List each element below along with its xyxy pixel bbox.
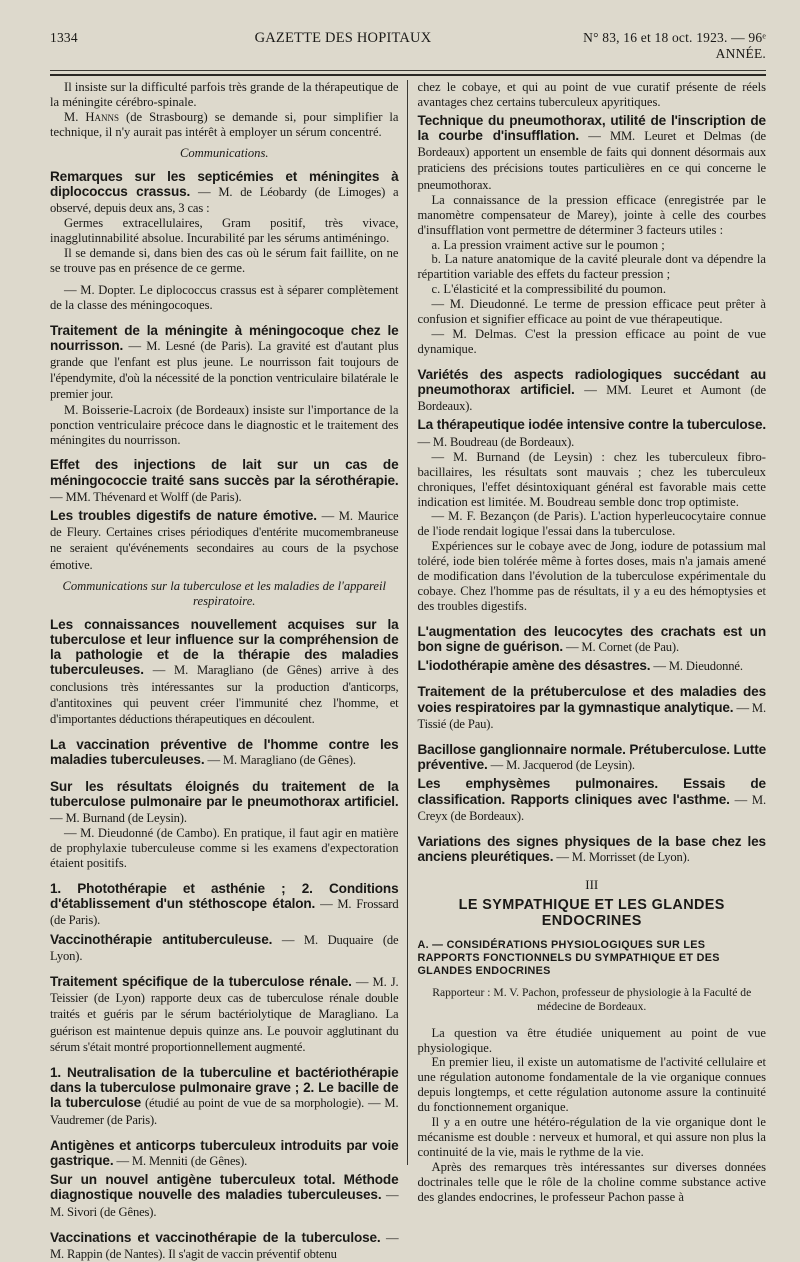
- columns: [50, 80, 766, 1262]
- header-rule: [50, 70, 766, 71]
- article-title: 1. Neutralisation de la tuberculine et bactériothérapie dans la tuberculose pulmonaire grave ; 2. Le bacille de la tuberculose: [50, 1065, 399, 1111]
- article-heading: [50, 1230, 399, 1262]
- article-title: Sur un nouvel antigène tuberculeux total. Méthode diagnostique nouvelle des maladies tuberculeuses.: [50, 1172, 399, 1203]
- article-title: Traitement de la méningite à méningocoque chez le nourrisson.: [50, 322, 399, 353]
- article-byline: — M. de Léobardy (de Limoges) a observé, depuis deux ans, 3 cas :: [50, 184, 399, 216]
- article-byline: (étudié au point de vue de sa morphologie). — M. Vaudremer (de Paris).: [50, 1096, 399, 1127]
- article-title: Technique du pneumothorax, utilité de l'inscription de la courbe d'insufflation.: [417, 112, 766, 144]
- article-heading: [50, 169, 399, 217]
- article-heading: [417, 742, 766, 773]
- article-byline: — M. Duquaire (de Lyon).: [50, 932, 399, 963]
- article-heading: [417, 417, 766, 449]
- article-heading: [50, 779, 399, 827]
- paragraph: Expériences sur le cobaye avec de Jong, iodure de potassium mal toléré, iode bien tolérée même à fortes doses, mais n'a jamais amené de modification dans l'évolution de la tuberculose expérimentale du cobaye. Chez l'homme pas de résultats, il y a eu des hémoptysies et des troubles digestifs.: [417, 539, 766, 613]
- section-heading: Communications sur la tuberculose et les maladies de l'appareil respiratoire.: [62, 578, 387, 608]
- paragraph-text: (de Strasbourg) se demande si, pour simplifier la technique, il n'y aurait pas intérêt à employer un sérum concentré.: [50, 109, 399, 139]
- issue-info: N° 83, 16 et 18 oct. 1923. — 96ᵉ ANNÉE.: [583, 30, 766, 61]
- header-rule-thick: [50, 74, 766, 76]
- article-title: L'augmentation des leucocytes des crachats est un bon signe de guérison.: [417, 623, 766, 654]
- article-byline: — M. Jacquerod (de Leysin).: [487, 758, 635, 773]
- chapter-heading: LE SYMPATHIQUE ET LES GLANDES ENDOCRINES: [458, 897, 725, 930]
- article-byline: — M. Sivori (de Gênes).: [50, 1188, 399, 1219]
- paragraph: M. Boisserie-Lacroix (de Bordeaux) insiste sur l'importance de la ponction ventriculaire précoce dans le diagnostic et le traitement des méningites du nourrisson.: [50, 402, 399, 447]
- paragraph: — M. Dopter. Le diplococcus crassus est à séparer complètement de la classe des méningocoques.: [50, 282, 399, 312]
- section-number: III: [585, 877, 599, 893]
- article-byline: — M. Tissié (de Pau).: [417, 700, 766, 731]
- article-byline: — MM. Leuret et Delmas (de Bordeaux) apportent un ensemble de faits qui donnent désormais aux praticiens des précisions toutes particulières en ce qui concerne le pneumothorax.: [417, 129, 766, 192]
- article-heading: [50, 881, 399, 929]
- speaker-name: M. Hanns: [64, 109, 119, 124]
- article-title: Vaccinothérapie antituberculeuse.: [50, 931, 273, 947]
- article-title: Variations des signes physiques de la base chez les anciens pleurétiques.: [417, 834, 766, 865]
- article-heading: [50, 457, 399, 505]
- article-byline: — M. Morrisset (de Lyon).: [553, 850, 690, 865]
- paragraph: Il se demande si, dans bien des cas où le sérum fait faillite, on ne se trouve pas en présence de ce germe.: [50, 246, 399, 275]
- subsection-heading: A. — CONSIDÉRATIONS PHYSIOLOGIQUES SUR LES RAPPORTS FONCTIONNELS DU SYMPATHIQUE ET DES GLANDES ENDOCRINES: [417, 939, 720, 978]
- left-column: [50, 80, 407, 1262]
- article-heading: [50, 1172, 399, 1220]
- article-title: La thérapeutique iodée intensive contre la tuberculose.: [417, 417, 766, 433]
- paragraph: — M. Delmas. C'est la pression efficace au point de vue dynamique.: [417, 326, 766, 356]
- article-title: Les emphysèmes pulmonaires. Essais de classification. Rapports cliniques avec l'asthme.: [417, 776, 766, 807]
- article-title: Traitement spécifique de la tuberculose rénale.: [50, 974, 352, 989]
- article-title: Les connaissances nouvellement acquises sur la tuberculose et leur influence sur la compréhension de la pathologie et de la thérapie des maladies tuberculeuses.: [50, 616, 399, 678]
- list-item: b. La nature anatomique de la cavité pleurale dont va dépendre la répartition variable des effets du facteur pression ;: [417, 252, 766, 282]
- list-item: a. La pression vraiment active sur le poumon ;: [431, 237, 665, 252]
- article-byline: — M. Lesné (de Paris). La gravité est d'autant plus grande que l'enfant est plus jeune. Le nourrisson fait toujours de l'épendymite, d'où la nécessité de la ponction ventriculaire bilatérale le premier jour.: [50, 338, 399, 402]
- paragraph: En premier lieu, il existe un automatisme de l'activité cellulaire et une régulation autonome fondamentale de la vie organique connues depuis longtemps, et cette régulation autonome assure la continuité du fonctionnement organique.: [417, 1055, 766, 1115]
- article-byline: — M. Burnand (de Leysin).: [50, 811, 187, 826]
- article-title: Les troubles digestifs de nature émotive.: [50, 508, 317, 524]
- paragraph: — M. Burnand (de Leysin) : chez les tuberculeux fibro-bacillaires, les résultats sont mauvais ; chez les tuberculeux chroniques, l'effet désintoxiquant général est favorable mais cette indication est limitée. M. Boudreau semble donc trop optimiste.: [417, 449, 766, 509]
- article-heading: [417, 776, 766, 824]
- article-title: Antigènes et anticorps tuberculeux introduits par voie gastrique.: [50, 1137, 399, 1169]
- article-heading: [417, 113, 766, 193]
- article-heading: [50, 508, 399, 573]
- article-heading: [417, 834, 766, 865]
- page-header: [50, 0, 766, 62]
- section-heading: Communications.: [179, 145, 269, 160]
- page-number: 1334: [50, 30, 78, 45]
- article-byline: — M. Frossard (de Paris).: [50, 897, 399, 928]
- article-title: La vaccination préventive de l'homme contre les maladies tuberculeuses.: [50, 737, 399, 768]
- article-title: Variétés des aspects radiologiques succédant au pneumothorax artificiel.: [417, 366, 766, 397]
- article-byline: — M. Maurice de Fleury. Certaines crises périodiques d'entérite mucomembraneuse ne seraient qu'événements secondaires au cours de la psychose émotive.: [50, 509, 399, 572]
- article-byline: — M. J. Teissier (de Lyon) rapporte deux cas de tuberculose rénale double traités et guéris par le sérum bactériolytique de Maragliano. La guérison est maintenue depuis quinze ans. Le pouvoir agglutinant du sérum s'était montré proportionnellement augmenté.: [50, 975, 399, 1054]
- article-title: Vaccinations et vaccinothérapie de la tuberculose.: [50, 1229, 381, 1245]
- paragraph: — M. Dieudonné. Le terme de pression efficace peut prêter à confusion et signifier efficace au point de vue thérapeutique.: [417, 297, 766, 327]
- article-heading: [50, 323, 399, 403]
- article-heading: [50, 1065, 399, 1128]
- article-heading: [417, 624, 766, 655]
- list-item: c. L'élasticité et la compressibilité du poumon.: [431, 282, 666, 297]
- paragraph: La connaissance de la pression efficace (enregistrée par le manomètre compensateur de Marey), jointe à celle des courbes d'insufflation vont permettre de déterminer 3 facteurs utiles :: [417, 192, 766, 237]
- right-column: [407, 80, 766, 1204]
- paragraph: [50, 110, 399, 140]
- article-byline: — M. Maragliano (de Gênes) arrive à des conclusions très intéressantes sur la production d'anticorps, d'antitoxines qui peuvent créer l'immunité chez l'homme, et d'importantes déductions thérapeutiques en découlent.: [50, 663, 399, 727]
- article-heading: [417, 658, 766, 674]
- article-title: L'iodothérapie amène des désastres.: [417, 658, 651, 674]
- paragraph: Germes extracellulaires, Gram positif, très vivace, inagglutinnabilité absolue. Incurabilité par les sérums antiméningo.: [50, 216, 399, 246]
- article-byline: — M. Maragliano (de Gênes).: [204, 753, 356, 768]
- reporter-line: Rapporteur : M. V. Pachon, professeur de physiologie à la Faculté de médecine de Bordeaux.: [432, 986, 752, 1014]
- article-heading: [50, 737, 399, 768]
- paragraph: — M. F. Bezançon (de Paris). L'action hyperleucocytaire connue de l'iode rendait logique l'essai dans la tuberculose.: [417, 509, 766, 539]
- article-heading: [50, 617, 399, 727]
- article-heading: [50, 932, 399, 964]
- article-byline: — MM. Thévenard et Wolff (de Paris).: [50, 489, 242, 504]
- article-title: Bacillose ganglionnaire normale. Prétuberculose. Lutte préventive.: [417, 742, 766, 773]
- article-title: Effet des injections de lait sur un cas de méningococcie traité sans succès par la sérothérapie.: [50, 457, 399, 488]
- journal-title: GAZETTE DES HOPITAUX: [254, 30, 432, 46]
- article-heading: [417, 367, 766, 415]
- article-heading: [50, 1138, 399, 1169]
- article-byline: — M. Dieudonné.: [650, 659, 743, 674]
- article-byline: — M. Menniti (de Gênes).: [113, 1154, 248, 1169]
- paragraph: — M. Dieudonné (de Cambo). En pratique, il faut agir en matière de prophylaxie tuberculeuse comme si les examens d'expectoration étaient positifs.: [50, 826, 399, 871]
- article-byline: — M. Boudreau (de Bordeaux).: [417, 434, 575, 449]
- article-title: Traitement de la prétuberculose et des maladies des voies respiratoires par la gymnastique analytique.: [417, 684, 766, 715]
- paragraph: chez le cobaye, et qui au point de vue curatif présente de réels avantages chez certains tuberculeux apyritiques.: [417, 80, 766, 109]
- paragraph: Il y a en outre une hétéro-régulation de la vie organique dont le mécanisme est double : nerveux et humoral, et qui assure non plus la continuité de la vie, mais le rythme de la vie.: [417, 1115, 766, 1159]
- paragraph: La question va être étudiée uniquement au point de vue physiologique.: [417, 1025, 766, 1055]
- article-byline: — M. Cornet (de Pau).: [562, 639, 679, 654]
- article-heading: [417, 684, 766, 732]
- paragraph: Après des remarques très intéressantes sur diverses données doctrinales telle que le rôle de la choline comme substance active des glandes endocrines, le professeur Pachon passe à: [417, 1159, 766, 1204]
- article-title: Sur les résultats éloignés du traitement de la tuberculose pulmonaire par le pneumothorax artificiel.: [50, 778, 399, 809]
- article-byline: — MM. Leuret et Aumont (de Bordeaux).: [417, 383, 766, 414]
- article-byline: — M. Rappin (de Nantes). Il s'agit de vaccin préventif obtenu: [50, 1230, 399, 1262]
- article-byline: — M. Creyx (de Bordeaux).: [417, 792, 766, 823]
- article-heading: [50, 974, 399, 1055]
- article-title: 1. Photothérapie et asthénie ; 2. Conditions d'établissement d'un stéthoscope étalon.: [50, 880, 399, 912]
- paragraph: Il insiste sur la difficulté parfois très grande de la thérapeutique de la méningite cérébro-spinale.: [50, 80, 399, 109]
- article-title: Remarques sur les septicémies et méningites à diplococcus crassus.: [50, 168, 399, 199]
